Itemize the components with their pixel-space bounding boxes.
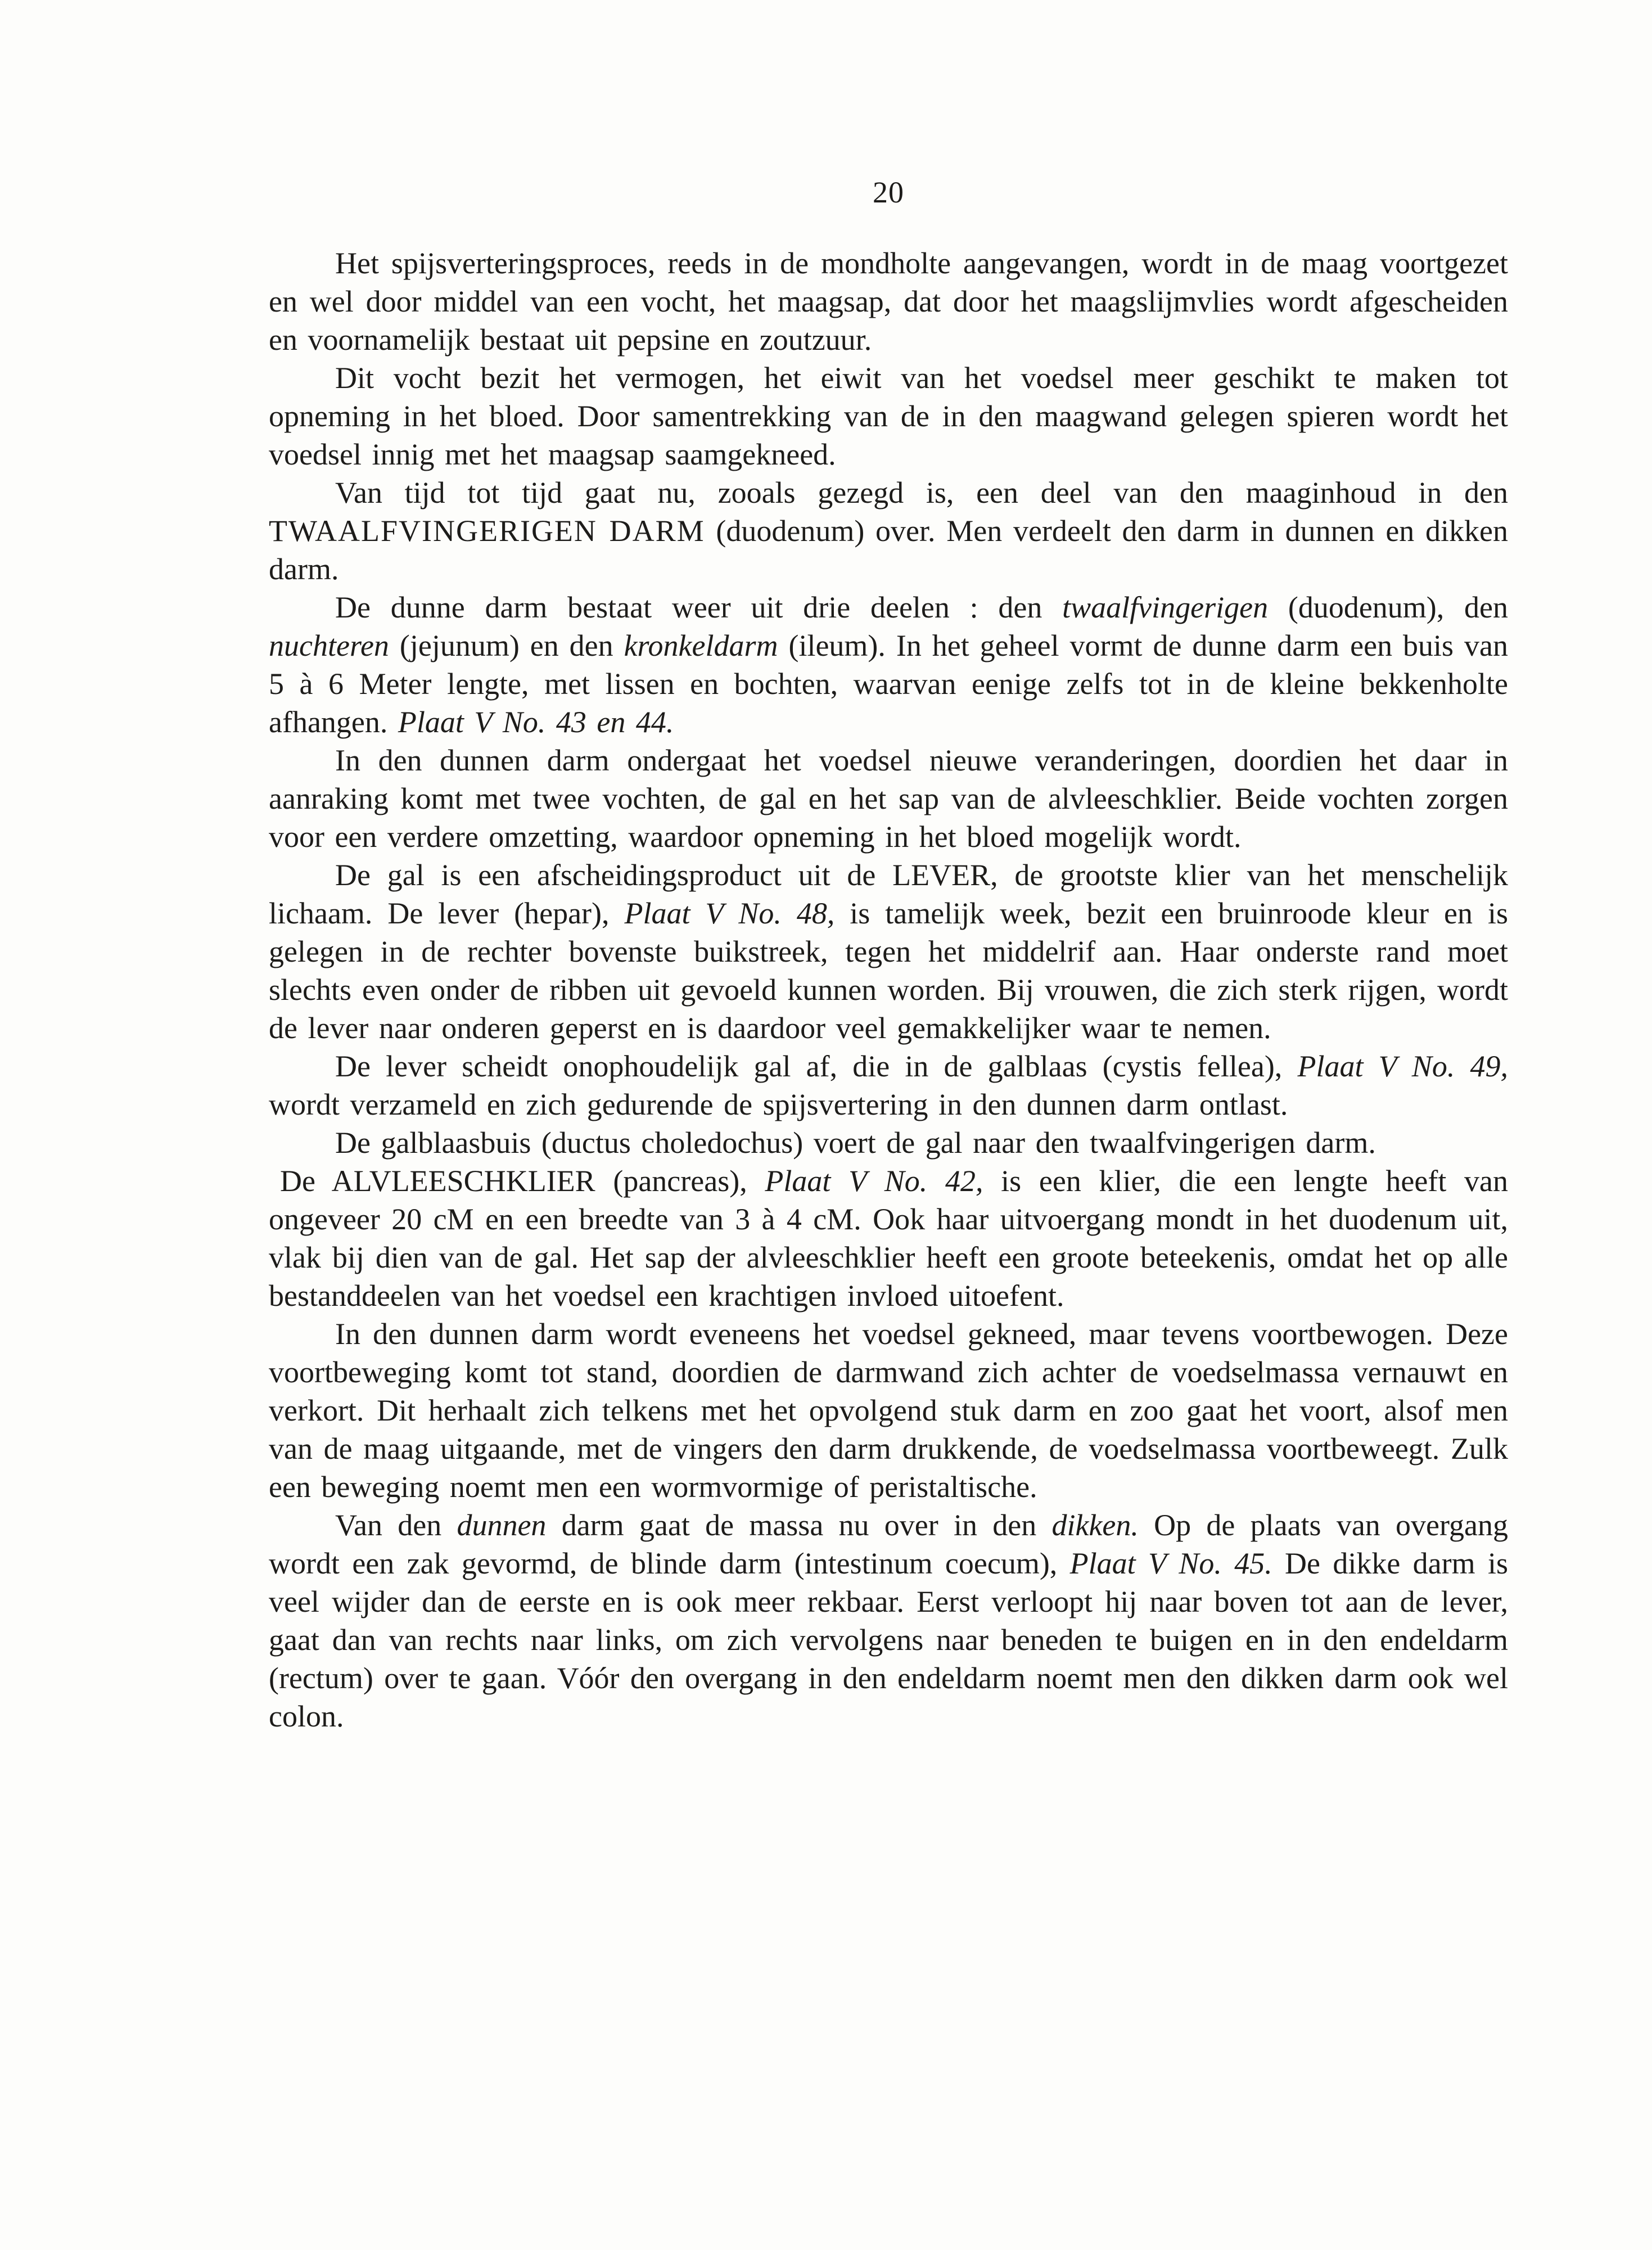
text-run: (duodenum), den <box>1268 590 1509 624</box>
text-run: is een klier, die een lengte heeft van ongeveer 20 cM en een breedte van 3 à 4 cM. Ook haar uitvoergang mondt in het duodenum uit, vlak bij dien van de gal. Het sap der alvleeschklier heeft een groote beteekenis, omdat het op alle bestanddeelen van het voedsel een krachtigen invloed uitoefent. <box>269 1164 1508 1313</box>
italic-run: Plaat V No. 49, <box>1297 1049 1508 1083</box>
text-run: Van tijd tot tijd gaat nu, zooals gezegd is, een deel van den maaginhoud in den <box>335 476 1508 509</box>
text-run: De dunne darm bestaat weer uit drie deelen : den <box>335 590 1063 624</box>
paragraph <box>269 856 1508 1047</box>
paragraph <box>269 588 1508 741</box>
text-run: is tamelijk week, bezit een bruinroode kleur en is gelegen in de rechter bovenste buikstreek, tegen het middelrif aan. Haar onderste rand moet slechts even onder de ribben uit gevoeld kunnen worden. Bij vrouwen, die zich sterk rijgen, wordt de lever naar onderen geperst en is daardoor veel gemakkelijker waar te nemen. <box>269 896 1508 1045</box>
page-number: 20 <box>873 175 904 209</box>
text-run: De galblaasbuis (ductus choledochus) voert de gal naar den twaalfvingerigen darm. <box>335 1126 1376 1160</box>
italic-run: dunnen <box>457 1508 547 1542</box>
text-run: wordt verzameld en zich gedurende de spijsvertering in den dunnen darm ontlast. <box>269 1088 1288 1121</box>
paragraph <box>269 359 1508 474</box>
paragraph <box>269 741 1508 856</box>
text-run: TWAALFVINGERIGEN DARM <box>269 514 705 548</box>
text-run: Het spijsverteringsproces, reeds in de mondholte aangevangen, wordt in de maag voortgezet en wel door middel van een vocht, het maagsap, dat door het maagslijmvlies wordt afgescheiden en voornamelijk bestaat uit pepsine en zoutzuur. <box>269 246 1508 357</box>
paragraph <box>269 244 1508 359</box>
paragraph <box>269 474 1508 588</box>
text-run: In den dunnen darm ondergaat het voedsel nieuwe veranderingen, doordien het daar in aanraking komt met twee vochten, de gal en het sap van de alvleeschklier. Beide vochten zorgen voor een verdere omzetting, waardoor opneming in het bloed mogelijk wordt. <box>269 743 1508 854</box>
italic-run: twaalfvingerigen <box>1062 590 1269 624</box>
text-run: Van den <box>335 1508 457 1542</box>
text-run: Dit vocht bezit het vermogen, het eiwit van het voedsel meer geschikt te maken tot opneming in het bloed. Door samentrekking van de in den maagwand gelegen spieren wordt het voedsel innig met het maagsap saamgekneed. <box>269 361 1508 471</box>
paragraph <box>269 1162 1508 1315</box>
text-run: (ileum). In het geheel vormt de dunne darm een buis van 5 à 6 Meter lengte, met lissen en bochten, waarvan eenige zelfs tot in de kleine bekkenholte afhangen. <box>269 629 1508 739</box>
text-run: In den dunnen darm wordt eveneens het voedsel gekneed, maar tevens voortbewogen. Deze voortbeweging komt tot stand, doordien de darmwand zich achter de voedselmassa vernauwt en verkort. Dit herhaalt zich telkens met het opvolgend stuk darm en zoo gaat het voort, alsof men van de maag uitgaande, met de vingers den darm drukkende, de voedselmassa voortbeweegt. Zulk een beweging noemt men een wormvormige of peristaltische. <box>269 1317 1508 1504</box>
text-run: (jejunum) en den <box>389 629 624 662</box>
paragraph <box>269 1315 1508 1506</box>
text-column <box>269 0 1508 1735</box>
text-run: (duodenum) over. Men verdeelt den darm in dunnen en dikken darm. <box>269 514 1508 586</box>
text-run: De ALVLEESCHKLIER (pancreas), <box>280 1164 765 1198</box>
italic-run: nuchteren <box>269 629 389 662</box>
italic-run: Plaat V No. 45. <box>1069 1546 1272 1580</box>
italic-run: Plaat V No. 42, <box>765 1164 983 1198</box>
italic-run: Plaat V No. 48, <box>624 896 835 930</box>
paragraph <box>269 1047 1508 1124</box>
text-run: darm gaat de massa nu over in den <box>546 1508 1052 1542</box>
text-run: De gal is een afscheidingsproduct uit de LEVER, de grootste klier van het menschelijk lichaam. De lever (hepar), <box>269 858 1508 930</box>
italic-run: kronkeldarm <box>624 629 778 662</box>
text-run: De dikke darm is veel wijder dan de eerste en is ook meer rekbaar. Eerst verloopt hij naar boven tot aan de lever, gaat dan van rechts naar links, om zich vervolgens naar beneden te buigen en in den endeldarm (rectum) over te gaan. Vóór den overgang in den endeldarm noemt men den dikken darm ook wel colon. <box>269 1546 1508 1733</box>
text-run: Op de plaats van overgang wordt een zak gevormd, de blinde darm (intestinum coecum), <box>269 1508 1508 1580</box>
text-run: De lever scheidt onophoudelijk gal af, die in de galblaas (cystis fellea), <box>335 1049 1298 1083</box>
italic-run: Plaat V No. 43 en 44. <box>398 705 674 739</box>
page-text <box>269 244 1508 1735</box>
italic-run: dikken. <box>1051 1508 1139 1542</box>
paragraph <box>269 1506 1508 1735</box>
paragraph <box>269 1124 1508 1162</box>
